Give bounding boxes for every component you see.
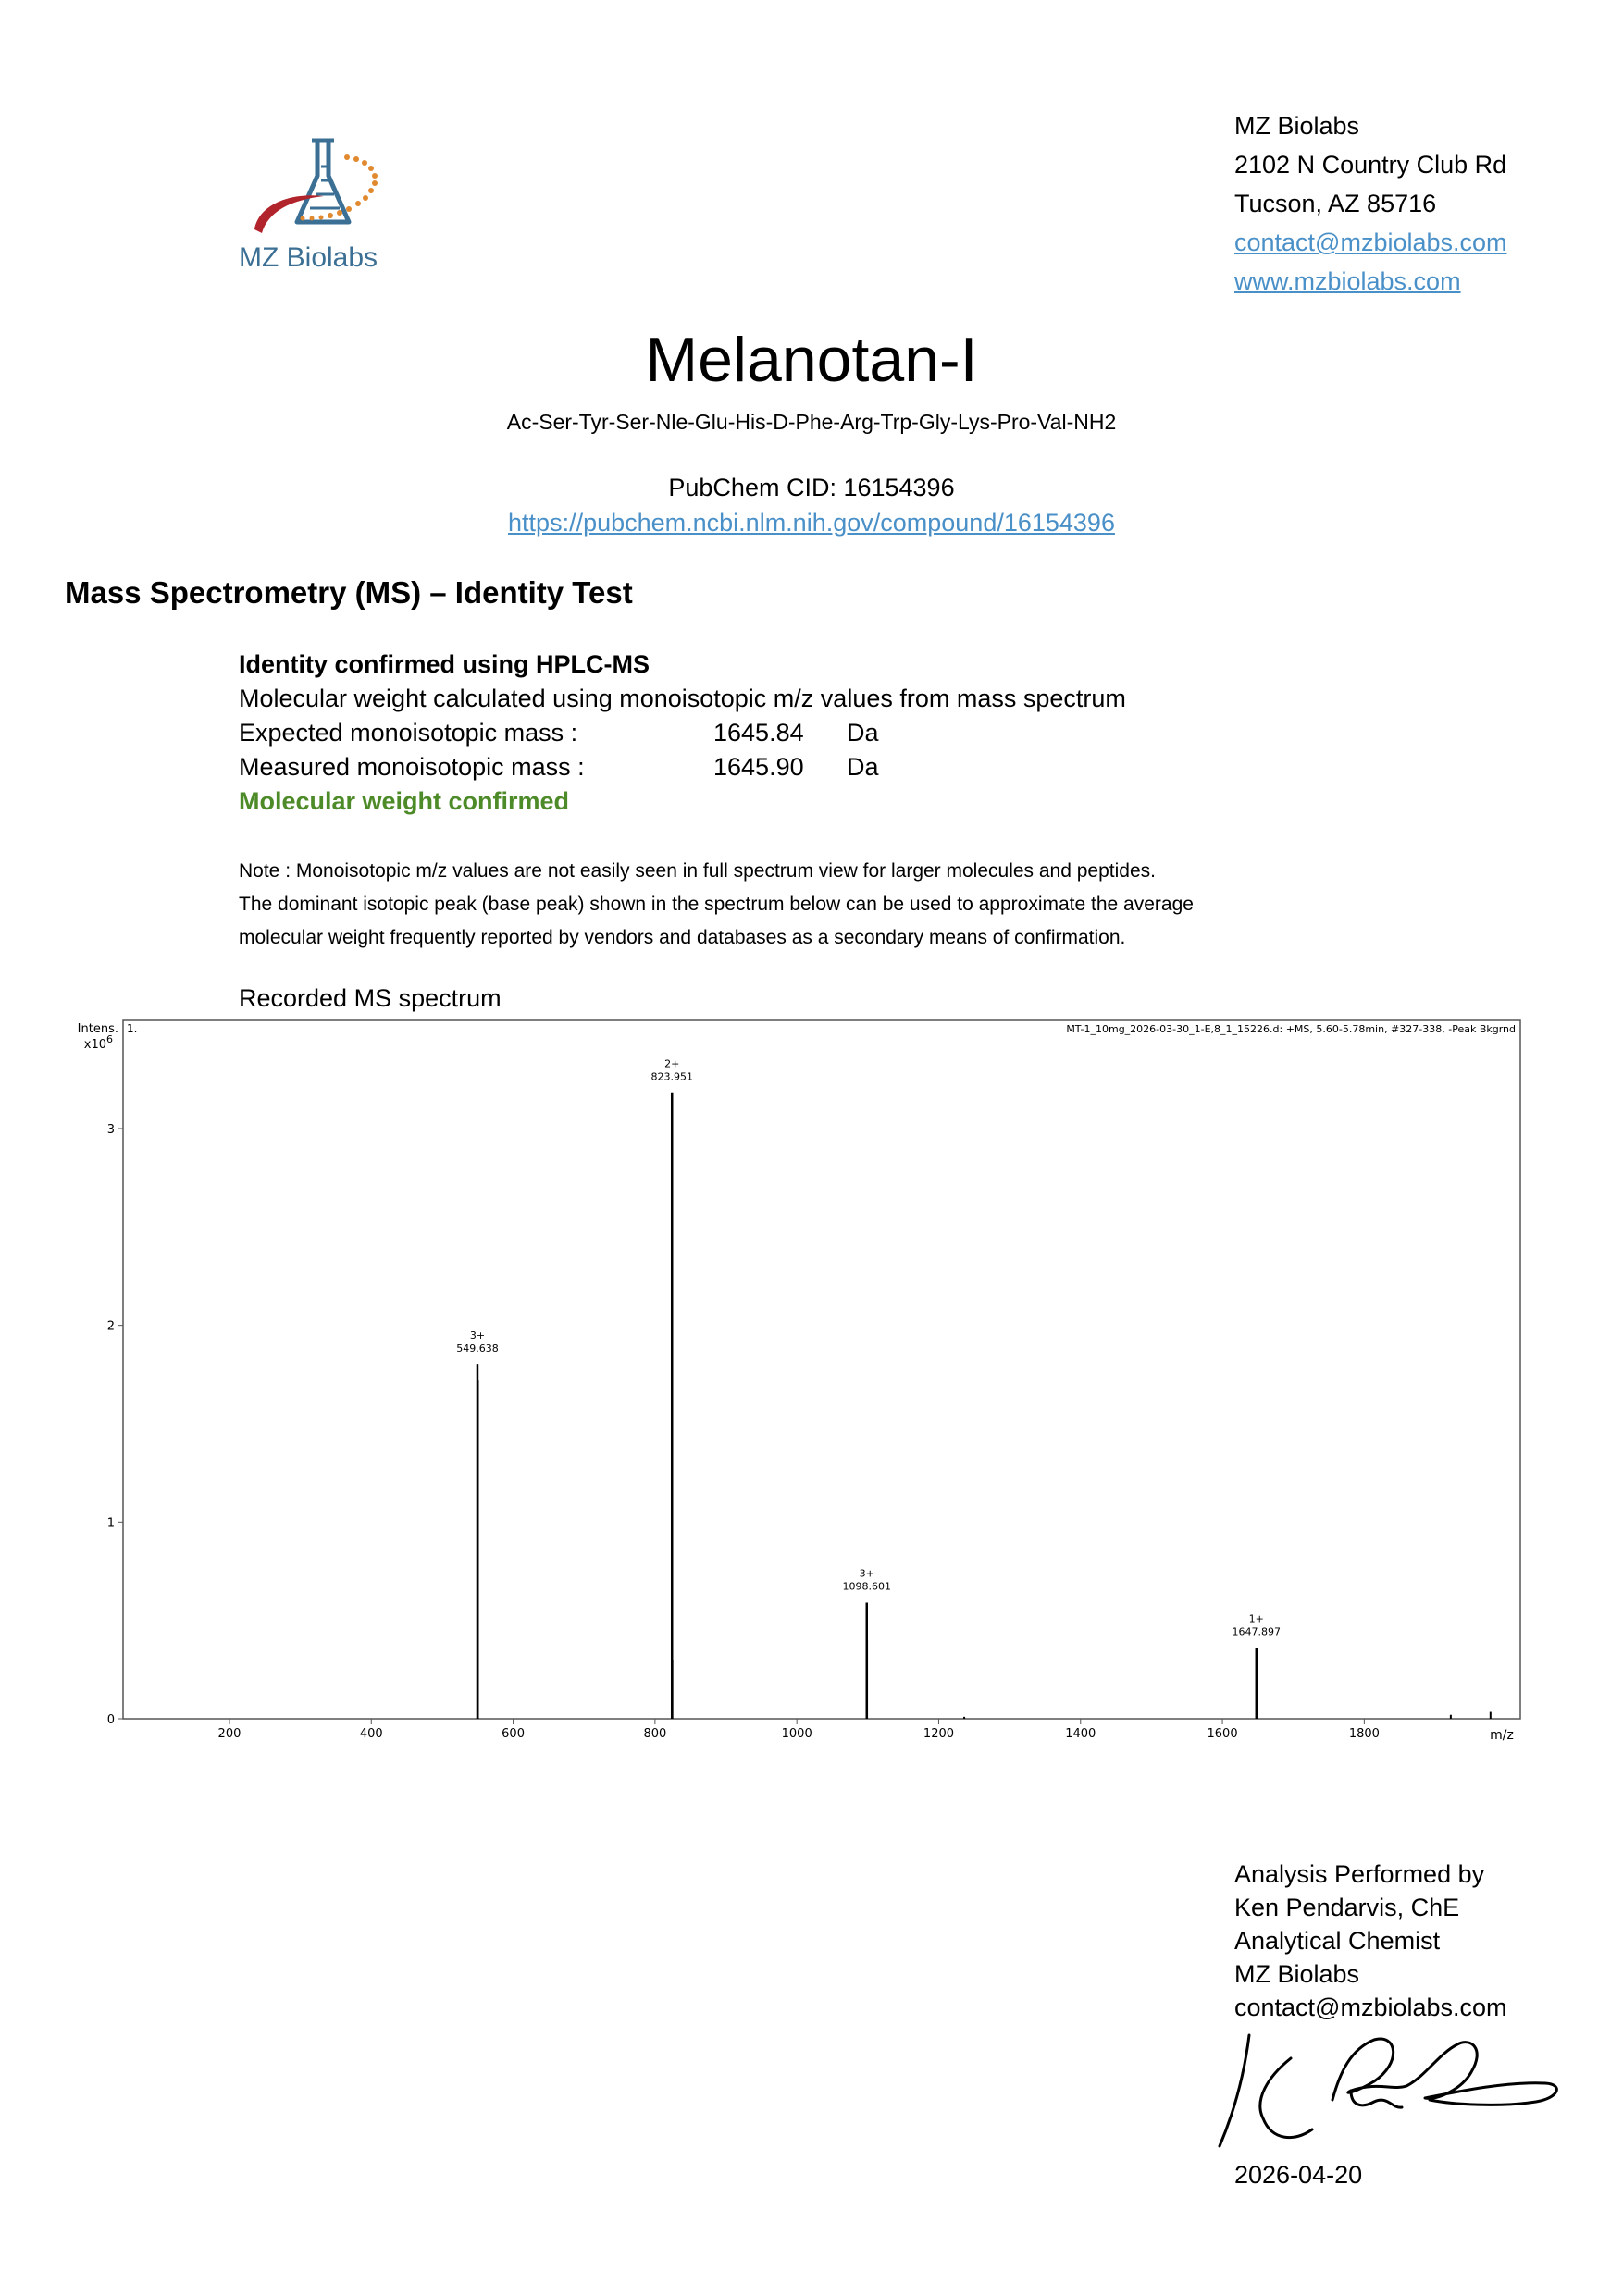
company-city: Tucson, AZ 85716 bbox=[1234, 190, 1437, 217]
analyst-block bbox=[1234, 1858, 1507, 2024]
note-line-2: The dominant isotopic peak (base peak) shown in the spectrum below can be used to approximate the average bbox=[239, 894, 1194, 915]
measured-mass-value: 1645.90 bbox=[713, 753, 804, 781]
identity-results bbox=[239, 648, 1126, 819]
note-block bbox=[239, 855, 1194, 955]
x-tick-label: 1600 bbox=[1207, 1727, 1238, 1741]
analyst-title: Analytical Chemist bbox=[1234, 1927, 1441, 1955]
panel-label: 1. bbox=[127, 1022, 138, 1035]
y-scale-base: x10 bbox=[83, 1038, 106, 1052]
x-tick-label: 800 bbox=[643, 1727, 667, 1741]
peak-charge-label: 3+ bbox=[469, 1329, 486, 1342]
x-axis-label: m/z bbox=[1490, 1728, 1514, 1743]
note-line-3: molecular weight frequently reported by vendors and databases as a secondary means of confirmation. bbox=[239, 927, 1126, 948]
y-scale-exp: 6 bbox=[106, 1033, 113, 1045]
signature-date: 2026-04-20 bbox=[1234, 2161, 1363, 2189]
confirmation-status: Molecular weight confirmed bbox=[239, 787, 570, 815]
logo-wordmark: MZ Biolabs bbox=[239, 242, 378, 273]
ms-spectrum-chart bbox=[0, 1008, 1623, 1758]
pubchem-url-row bbox=[0, 509, 1623, 537]
company-address bbox=[1234, 106, 1507, 301]
analyst-heading: Analysis Performed by bbox=[1234, 1860, 1485, 1888]
plot-frame bbox=[123, 1020, 1520, 1719]
peak-charge-label: 3+ bbox=[859, 1567, 874, 1580]
x-tick-label: 1000 bbox=[781, 1727, 812, 1741]
expected-mass-unit: Da bbox=[847, 719, 879, 747]
peak-charge-label: 2+ bbox=[664, 1057, 680, 1070]
y-tick-label: 2 bbox=[106, 1319, 115, 1334]
y-tick-label: 3 bbox=[106, 1122, 115, 1137]
method-description: Molecular weight calculated using monoisotopic m/z values from mass spectrum bbox=[239, 685, 1126, 712]
measured-mass-row bbox=[239, 750, 1126, 784]
analyst-signature bbox=[1203, 2026, 1573, 2155]
peak-charge-label: 1+ bbox=[1248, 1612, 1264, 1625]
x-tick-label: 1400 bbox=[1065, 1727, 1096, 1741]
product-title: Melanotan-I bbox=[645, 325, 978, 395]
x-tick-label: 200 bbox=[217, 1727, 242, 1741]
x-tick-label: 1800 bbox=[1348, 1727, 1380, 1741]
identity-heading: Identity confirmed using HPLC-MS bbox=[239, 650, 650, 678]
company-website-link[interactable]: www.mzbiolabs.com bbox=[1234, 267, 1461, 295]
y-scale-label bbox=[84, 1033, 113, 1052]
analyst-email: contact@mzbiolabs.com bbox=[1234, 1994, 1507, 2021]
peak-mz-label: 1098.601 bbox=[842, 1580, 891, 1593]
x-tick-label: 600 bbox=[502, 1727, 525, 1741]
analyst-name: Ken Pendarvis, ChE bbox=[1234, 1894, 1460, 1921]
pubchem-cid: PubChem CID: 16154396 bbox=[668, 474, 955, 501]
company-street: 2102 N Country Club Rd bbox=[1234, 151, 1507, 179]
peptide-sequence: Ac-Ser-Tyr-Ser-Nle-Glu-His-D-Phe-Arg-Trp-Gly-Lys-Pro-Val-NH2 bbox=[506, 410, 1117, 434]
expected-mass-row bbox=[239, 716, 1126, 750]
section-title: Mass Spectrometry (MS) – Identity Test bbox=[65, 575, 633, 610]
measured-mass-label: Measured monoisotopic mass : bbox=[239, 753, 585, 781]
peak-mz-label: 549.638 bbox=[456, 1342, 499, 1355]
spectrum-header: MT-1_10mg_2026-03-30_1-E,8_1_15226.d: +MS, 5.60-5.78min, #327-338, -Peak Bkgrnd bbox=[1066, 1023, 1516, 1035]
x-tick-label: 1200 bbox=[923, 1727, 955, 1741]
x-tick-label: 400 bbox=[359, 1727, 383, 1741]
y-axis-label: Intens. bbox=[77, 1022, 118, 1036]
pubchem-link[interactable]: https://pubchem.ncbi.nlm.nih.gov/compound/16154396 bbox=[508, 509, 1115, 537]
y-tick-label: 0 bbox=[106, 1713, 115, 1727]
measured-mass-unit: Da bbox=[847, 753, 879, 781]
expected-mass-label: Expected monoisotopic mass : bbox=[239, 719, 578, 747]
spectrum-title: Recorded MS spectrum bbox=[239, 984, 502, 1012]
expected-mass-value: 1645.84 bbox=[713, 719, 804, 747]
note-line-1: Note : Monoisotopic m/z values are not easily seen in full spectrum view for larger molecules and peptides. bbox=[239, 860, 1156, 882]
y-tick-label: 1 bbox=[106, 1516, 115, 1531]
peak-mz-label: 823.951 bbox=[650, 1070, 693, 1083]
analyst-org: MZ Biolabs bbox=[1234, 1960, 1360, 1988]
company-name: MZ Biolabs bbox=[1234, 112, 1360, 140]
peak-mz-label: 1647.897 bbox=[1232, 1625, 1282, 1638]
company-email-link[interactable]: contact@mzbiolabs.com bbox=[1234, 228, 1507, 256]
